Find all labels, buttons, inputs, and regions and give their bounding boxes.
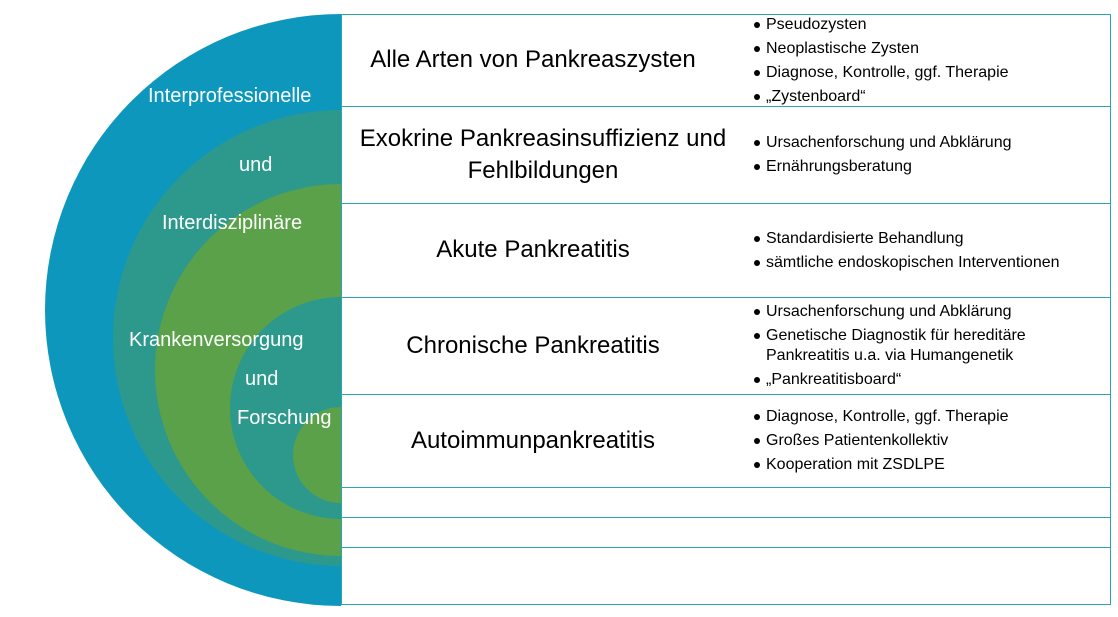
bullet-text: Neoplastische Zysten (766, 39, 919, 57)
arc-label-und-1: und (239, 154, 273, 176)
bullet-item (751, 302, 1102, 322)
row-title: Chronische Pankreatitis (406, 331, 660, 359)
bullet-list (751, 488, 1102, 517)
arc-label-interprofessionelle: Interprofessionelle (148, 85, 312, 107)
bullet-item (751, 407, 1102, 427)
table-row (342, 395, 1110, 488)
table-row (342, 298, 1110, 395)
bullet-dot-icon (754, 462, 760, 468)
bullet-list (751, 395, 1102, 487)
bullet-list (751, 298, 1102, 394)
bullet-item (751, 431, 1102, 451)
bullet-text: „Pankreatitisboard“ (766, 371, 902, 388)
bullet-dot-icon (754, 236, 760, 242)
arc-label-interdisziplinaere: Interdisziplinäre (162, 212, 303, 234)
bullet-item (751, 157, 1102, 177)
row-title (342, 518, 724, 547)
bullet-item (751, 87, 1102, 107)
bullet-dot-icon (754, 164, 760, 170)
row-title (342, 488, 724, 517)
bullet-text: Ursachenforschung und Abklärung (766, 134, 1012, 151)
bullet-text: sämtliche endoskopischen Interventionen (766, 253, 1060, 271)
bullet-text: Großes Patientenkollektiv (766, 432, 949, 449)
row-title: Akute Pankreatitis (436, 236, 630, 264)
bullet-dot-icon (754, 333, 760, 339)
arc-label-forschung: Forschung (237, 407, 332, 429)
arc-label-krankenversorgung: Krankenversorgung (129, 329, 304, 351)
bullet-item (751, 63, 1102, 83)
row-title: Autoimmunpankreatitis (410, 426, 656, 454)
bullet-dot-icon (754, 377, 760, 383)
table-row (342, 204, 1110, 298)
bullet-dot-icon (754, 260, 760, 266)
bullet-text: Pseudozysten (766, 15, 867, 33)
bullet-dot-icon (754, 140, 760, 146)
table-row (342, 15, 1110, 107)
bullet-list (751, 518, 1102, 547)
bullet-dot-icon (754, 309, 760, 315)
table-row (342, 518, 1110, 548)
bullet-item (751, 39, 1102, 59)
bullet-text: Standardisierte Behandlung (766, 229, 964, 247)
bullet-text: Diagnose, Kontrolle, ggf. Therapie (766, 63, 1009, 81)
bullet-text: Genetische Diagnostik für hereditäre Pankreatitis u.a. via Humangenetik (766, 327, 1026, 364)
arc-label-und-2: und (245, 368, 279, 390)
row-title: Exokrine Pankreasinsuffizienz und Fehlbildungen (359, 124, 727, 184)
table-row (342, 107, 1110, 204)
bullet-dot-icon (754, 70, 760, 76)
bullet-dot-icon (754, 22, 760, 28)
bullet-item (751, 229, 1102, 249)
bullet-dot-icon (754, 94, 760, 100)
bullet-item (751, 253, 1102, 273)
bullet-text: Kooperation mit ZSDLPE (766, 456, 945, 473)
bullet-list (751, 107, 1102, 203)
bullet-item (751, 133, 1102, 153)
bullet-list (751, 204, 1102, 297)
table-row (342, 548, 1110, 606)
row-title: Alle Arten von Pankreaszysten (370, 46, 696, 74)
bullet-item (751, 455, 1102, 475)
bullet-list (751, 15, 1102, 106)
bullet-text: Ursachenforschung und Abklärung (766, 303, 1012, 320)
bullet-text: Diagnose, Kontrolle, ggf. Therapie (766, 408, 1009, 425)
bullet-text: Ernährungsberatung (766, 158, 912, 175)
bullet-dot-icon (754, 414, 760, 420)
bullet-text: „Zystenboard“ (766, 87, 866, 105)
topic-table (341, 14, 1111, 605)
bullet-item (751, 15, 1102, 35)
bullet-item (751, 370, 1102, 390)
bullet-list (751, 548, 1102, 606)
table-row (342, 488, 1110, 518)
bullet-dot-icon (754, 438, 760, 444)
bullet-dot-icon (754, 46, 760, 52)
bullet-item (751, 326, 1102, 366)
row-title (342, 548, 724, 606)
